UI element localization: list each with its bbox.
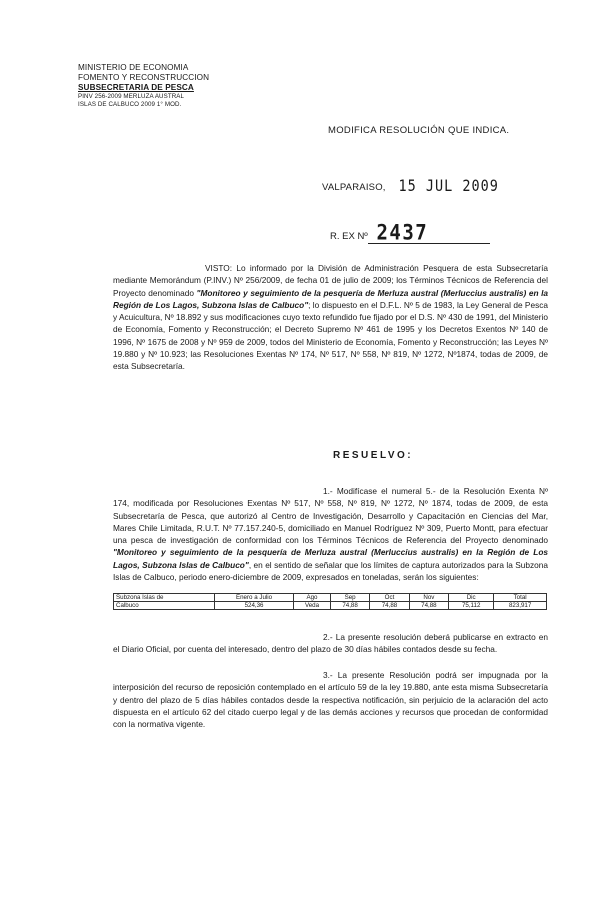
item-2-paragraph — [113, 631, 548, 656]
item-1-text-2: , en el sentido de señalar que los límites de captura autorizados para la Subzona Islas de Calbuco, periodo enero-diciembre de 2009, expresados en toneladas, serán los siguientes: — [113, 559, 548, 583]
stamped-date: 15 JUL 2009 — [398, 176, 499, 196]
visto-lead: VISTO: — [205, 263, 233, 273]
rex-underline — [368, 243, 490, 244]
stamp-line-subsecretaria: SUBSECRETARIA DE PESCA — [78, 83, 194, 92]
rex-label: R. EX Nº — [330, 231, 368, 242]
table-cell: 823,917 — [494, 602, 547, 610]
visto-project-title: "Monitoreo y seguimiento de la pesquería de Merluza austral (Merluccius australis) en la Región de Los Lagos, Subzona Islas de Calbuco" — [113, 287, 548, 310]
table-header-cell: Enero a Julio — [214, 594, 293, 602]
table-cell: 75,112 — [449, 602, 494, 610]
table-cell: 74,88 — [370, 602, 409, 610]
visto-text-2: ; lo dispuesto en el D.F.L. Nº 5 de 1983, la Ley General de Pesca y Acuicultura, Nº 18.892 y sus modificaciones cuyo texto refundido fue fijado por el D.S. Nº 430 de 1991, del Ministerio de Economía, Fomento y Reconstrucción; el Decreto Supremo Nº 461 de 1995 y los Decretos Exentos Nº 140 de 1996, Nº 1675 de 2008 y Nº 959 de 2009, todos del Ministerio de Economía, Fomento y Reconstrucción; las Leyes Nº 19.880 y Nº 10.923; las Resoluciones Exentas Nº 174, Nº 517, Nº 558, Nº 819, Nº 1272, Nº1874, todas de 2009, de esta Subsecretaría. — [113, 299, 548, 372]
place-date-line — [322, 178, 499, 194]
table-header-cell: Sep — [330, 594, 369, 602]
resolution-number-line — [330, 222, 428, 244]
resuelvo-heading: RESUELVO: — [333, 450, 414, 461]
stamp-line-pinv: PINV 256-2009 MERLUZA AUSTRAL — [78, 93, 185, 100]
item-3-paragraph — [113, 669, 548, 730]
table-cell: 74,88 — [409, 602, 448, 610]
table-header-cell: Dic — [449, 594, 494, 602]
rex-number: 2437 — [376, 220, 429, 246]
stamp-line-ministry: MINISTERIO DE ECONOMIA — [78, 63, 189, 72]
item-1-paragraph — [113, 485, 548, 583]
ministry-stamp — [78, 63, 248, 108]
item-1-text-1: 1.- Modifícase el numeral 5.- de la Resolución Exenta Nº 174, modificada por Resoluciones Exentas Nº 517, Nº 558, Nº 819, Nº 1272, Nº 1874, todas de 2009, de esta Subsecretaría de Pesca, que autorizó al Centro de Investigación, Desarrollo y Capacitación en Ciencias del Mar, Mares Chile Limitada, R.U.T. Nº 77.157.240-5, domiciliado en Manuel Rodríguez Nº 309, Puerto Montt, para efectuar una pesca de investigación de conformidad con los Términos Técnicos de Referencia del Proyecto denominado — [113, 486, 548, 546]
table-cell: Veda — [294, 602, 331, 610]
item-2-text: 2.- La presente resolución deberá publicarse en extracto en el Diario Oficial, por cuenta del interesado, dentro del plazo de 30 días hábiles contados desde su fecha. — [113, 632, 548, 655]
item-3-text: 3.- La presente Resolución podrá ser impugnada por la interposición del recurso de reposición contemplado en el artículo 59 de la ley 19.880, ante esta misma Subsecretaría y dentro del plazo de 5 días hábiles contados desde la respectiva notificación, sin perjuicio de la aclaración del acto dispuesta en el artículo 62 del citado cuerpo legal y de las demás acciones y recursos que procedan de conformidad con la normativa vigente. — [113, 670, 548, 730]
table-header-cell: Nov — [409, 594, 448, 602]
table-cell: 524,36 — [214, 602, 293, 610]
table-cell: Calbuco — [114, 602, 215, 610]
catch-limits-table — [113, 593, 547, 610]
visto-paragraph — [113, 262, 548, 373]
stamp-line-islas: ISLAS DE CALBUCO 2009 1° MOD. — [78, 100, 182, 108]
item-1-project-title: "Monitoreo y seguimiento de la pesquería de Merluza austral (Merluccius australis) en la Región de Los Lagos, Subzona Islas de Calbuco" — [113, 547, 548, 570]
stamp-line-fomento: FOMENTO Y RECONSTRUCCION — [78, 73, 210, 82]
table-header-cell: Oct — [370, 594, 409, 602]
place-name: VALPARAISO, — [322, 182, 386, 193]
table-header-row — [114, 594, 547, 602]
visto-text-1: Lo informado por la División de Administración Pesquera de esta Subsecretaría mediante Memorándum (P.INV.) Nº 256/2009, de fecha 01 de julio de 2009; los Términos Técnicos de Referencia del Proyecto denominado — [113, 263, 548, 298]
table-header-cell: Total — [494, 594, 547, 602]
table-header-cell: Ago — [294, 594, 331, 602]
table-cell: 74,88 — [330, 602, 369, 610]
table-row — [114, 602, 547, 610]
table-header-cell: Subzona Islas de — [114, 594, 215, 602]
document-subject: MODIFICA RESOLUCIÓN QUE INDICA. — [328, 125, 510, 136]
